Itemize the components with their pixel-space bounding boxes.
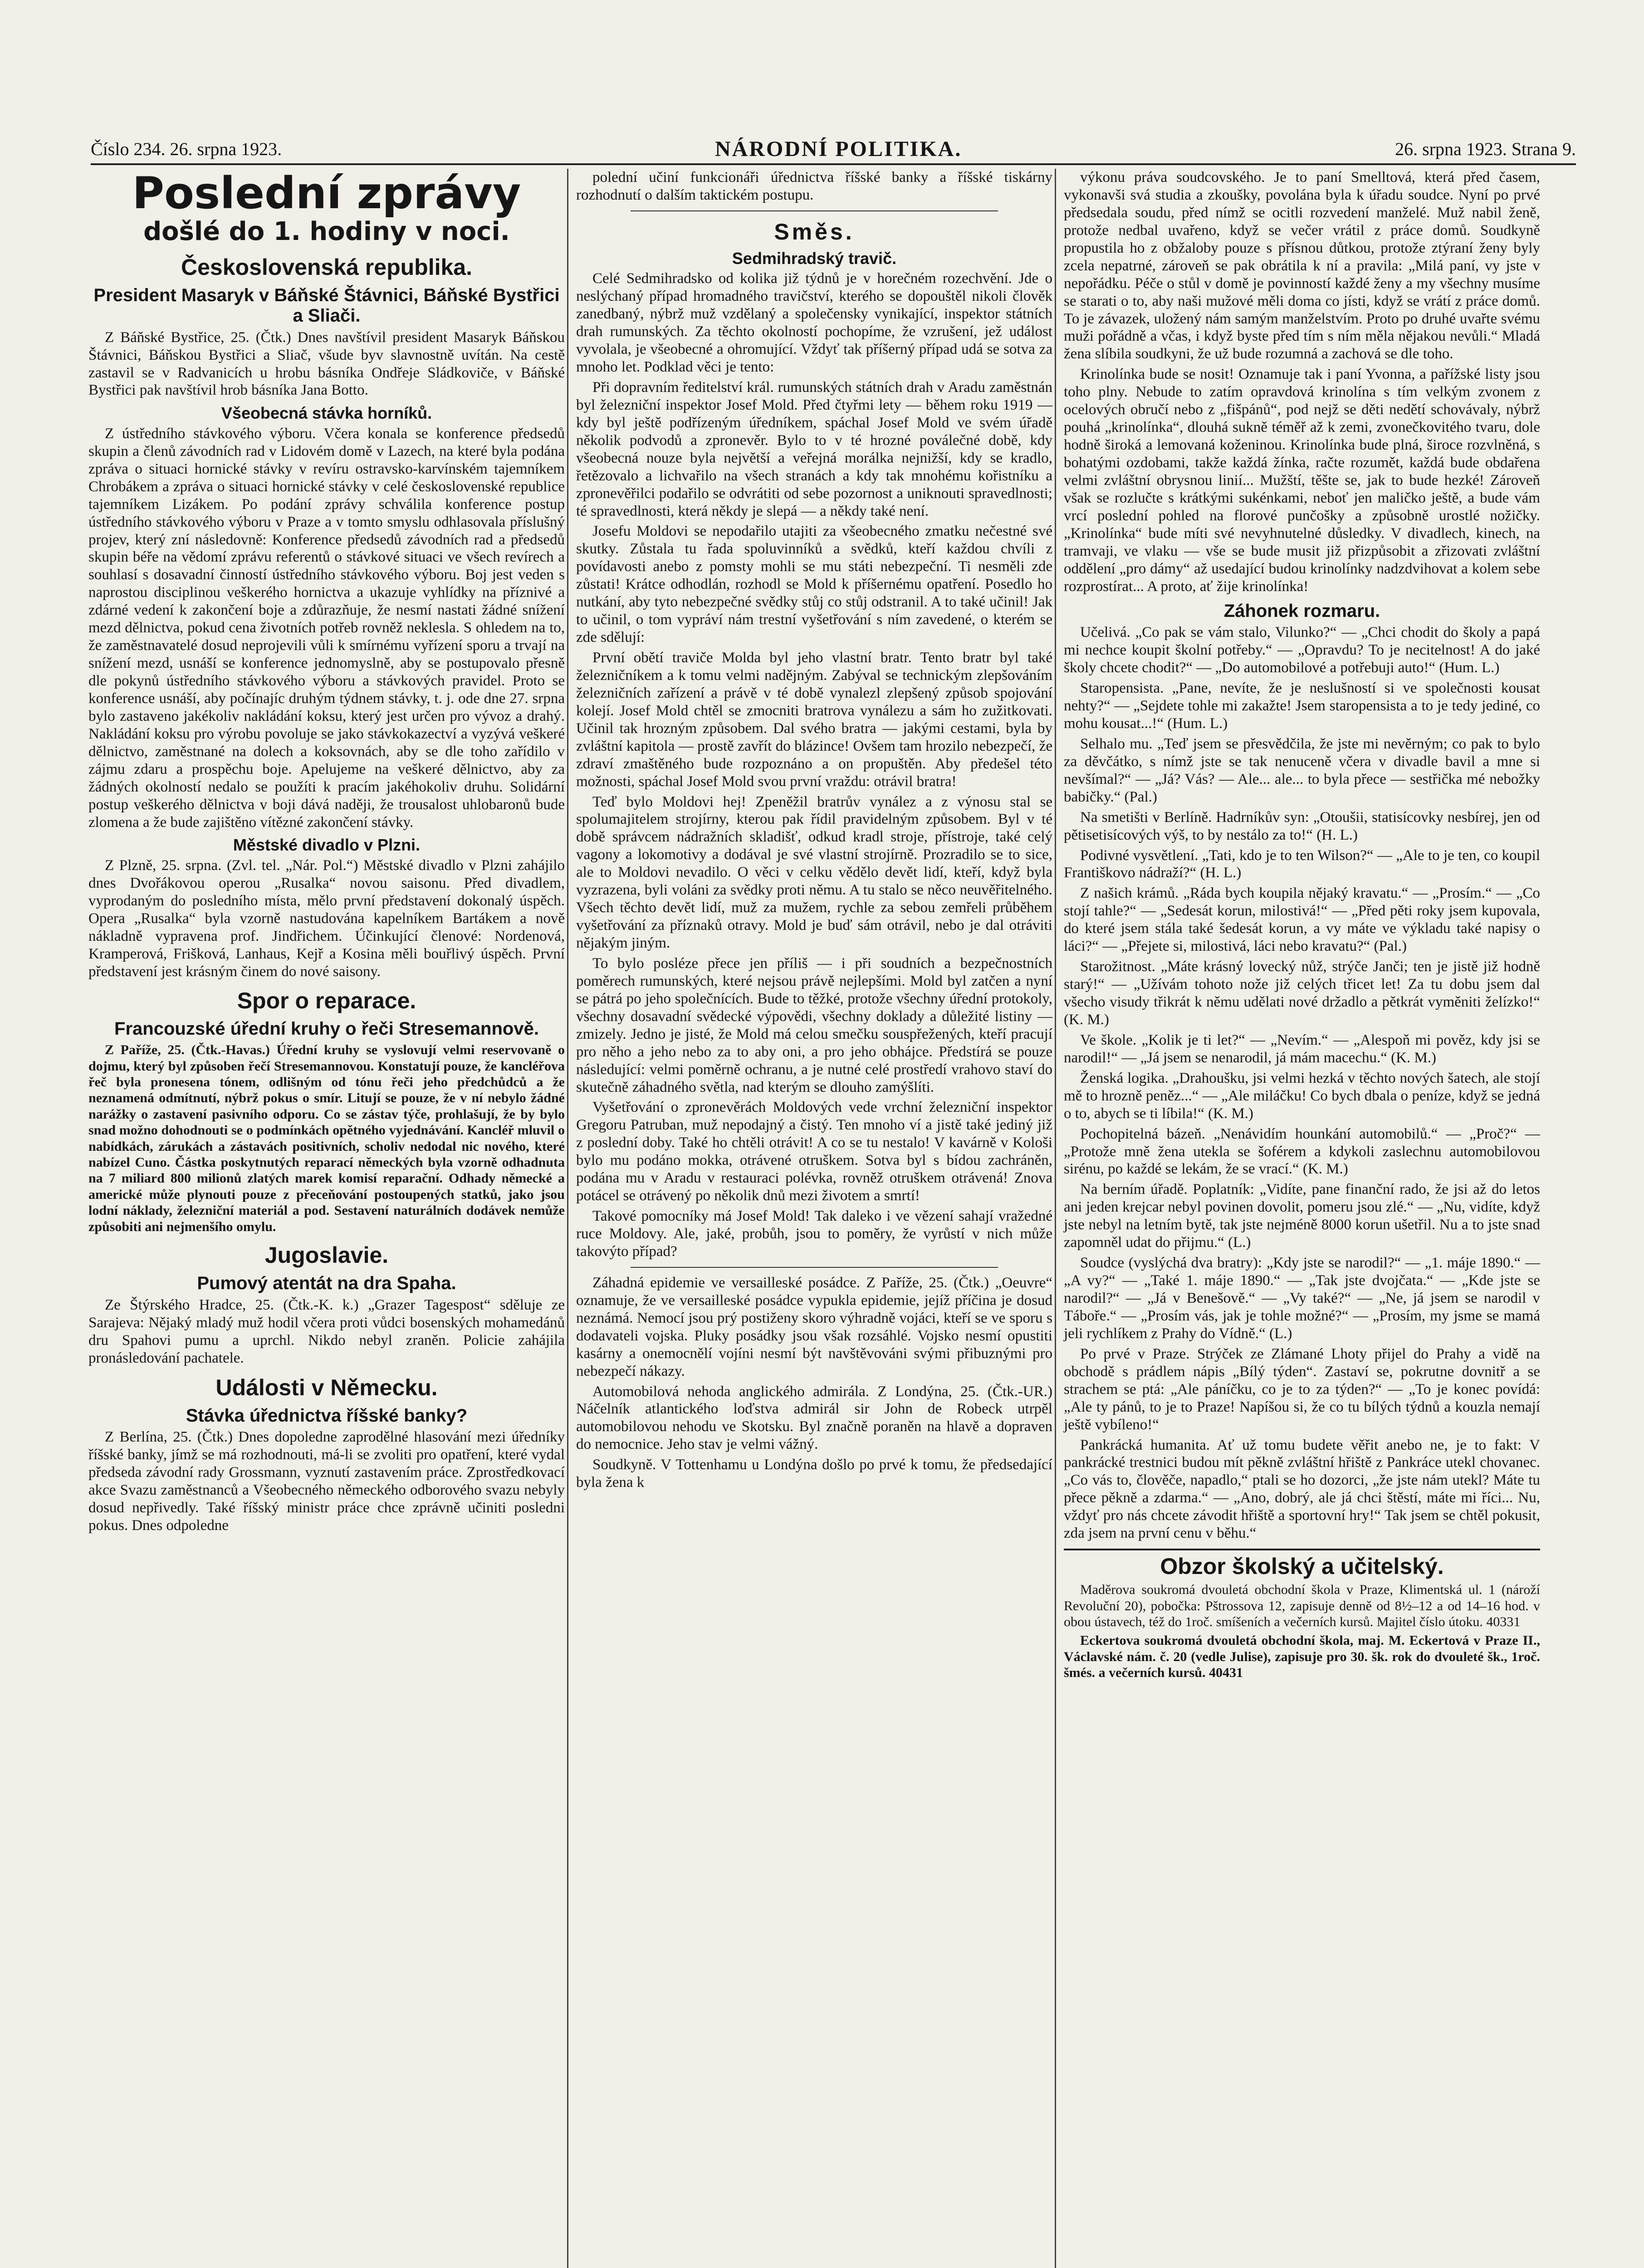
masthead-title: NÁRODNÍ POLITIKA. bbox=[714, 137, 962, 161]
article-text: Josefu Moldovi se nepodařilo utajiti za všeobecného zmatku nečestné své skutky. Zůstala tu řada spoluvinníků a svědků, kteří každou chvíli z povídavosti anebo z pomsty mohli se mu státi nebezpeční. Ti nesměli zde zůstati! Krátce odhodlán, rozhodl se Mold k příšernému opatření. Posedlo ho nutkání, aby tyto nebezpečné svědky stůj co stůj odstranil. A to také učinil! Jak to učinil, o tom vypráví nám trestní vyšetřování s ním zavedené, o kterém se zde sdělují: bbox=[576, 523, 1052, 646]
header-issue: Číslo 234. 26. srpna 1923. bbox=[91, 138, 282, 159]
article-headline: Všeobecná stávka horníků. bbox=[221, 404, 432, 423]
section-heading: Jugoslavie. bbox=[264, 1242, 389, 1268]
joke-item: Ženská logika. „Drahoušku, jsi velmi hezká v těchto nových šatech, ale stojí mě to hrozně peněz...“ — „Ale miláčku! Co bych dbala o peníze, když se jedná o to, abych se ti líbila!“ (K. M.) bbox=[1064, 1070, 1540, 1122]
news-item: Soudkyně. V Tottenhamu u Londýna došlo po prvé k tomu, že předsedající byla žena k bbox=[576, 1457, 1052, 1491]
column-3 bbox=[1064, 169, 1540, 1684]
article-text: Z Paříže, 25. (Čtk.-Havas.) Úřední kruhy se vyslovují velmi reservovaně o dojmu, který byl způsoben řečí Stresemannovou. Konstatují pouze, že kancléřova řeč byla pronesena tónem, odlišným od tónu řeči jeho předchůdců a že neznamená odmítnutí, nýbrž pokus o smír. Litují se pouze, že v ní nebylo žádné narážky o zastavení pasivního odporu. Co se zástav týče, prohlašují, že by bylo snad možno dohodnouti se o podmínkách opětného vyjednávání. Kancléř mluvil o nabídkách, zárukách a zástavách positivních, scholiv nedodal nic nového, které nabízel Cuno. Částka poskytnutých reparací německých byla vzorně odhadnuta na 7 miliard 800 milionů zlatých marek komisí reparační. Odhady německé a americké může plynouti pouze z přeceňování postoupených statků, jako jsou lodní náklady, železniční materiál a pod. Sestavení naturálních dodávek nemůže způsobiti ani nejmenšího omylu. bbox=[88, 1042, 565, 1234]
article-headline: Pumový atentát na dra Spaha. bbox=[197, 1273, 456, 1293]
joke-item: Ve škole. „Kolik je ti let?“ — „Nevím.“ — „Alespoň mi pověz, kdy jsi se narodil!“ — „Já jsem se nenarodil, já mám macechu.“ (K. M.) bbox=[1064, 1031, 1540, 1066]
column-2 bbox=[576, 169, 1052, 1494]
running-header bbox=[91, 134, 1576, 165]
article-text: Celé Sedmihradsko od kolika již týdnů je v horečném rozechvění. Jde o neslýchaný případ hromadného travičství, kterého se dopouštěl nikoli člověk zanedbaný, nýbrž muž vzdělaný a společensky vynikající, inspektor státních drah rumunských. Za těchto okolností pochopíme, že vzrušení, jež událost vyvolala, je všeobecné a ohromující. Vždyť tak příšerný případ udá se sotva za mnoho let. Podklad věci je tento: bbox=[576, 270, 1052, 376]
news-item: Automobilová nehoda anglického admirála. Z Londýna, 25. (Čtk.-UR.) Náčelník atlantického loďstva admirál sir John de Robeck utrpěl automobilovou nehodu ve Skotsku. Byl značně poraněn na hlavě a dopraven do nemocnice. Jeho stav je velmi vážný. bbox=[576, 1383, 1052, 1453]
joke-item: Na smetišti v Berlíně. Hadrníkův syn: „Otoušii, statisícovky nesbírej, jen od pětisetisícových výš, to by nestálo za to!“ (H. L.) bbox=[1064, 809, 1540, 843]
article-headline: Francouzské úřední kruhy o řeči Stresemannově. bbox=[114, 1019, 539, 1039]
article-text: Z Plzně, 25. srpna. (Zvl. tel. „Nár. Pol.“) Městské divadlo v Plzni zahájilo dnes Dvořákovou operou „Rusalka“ novou saisonu. Před divadlem, vyprodaným do posledního místa, mělo první představení dokonalý úspěch. Opera „Rusalka“ byla vzorně nastudována kapelníkem Bartákem a nově nákladně vypravena prof. Jindřichem. Účinkující členové: Nordenová, Kramperová, Frišková, Lanhaus, Kejř a Kosina měli bouřlivý úspěch. První představení jest krásným činem do nové saisony. bbox=[88, 857, 565, 980]
article-headline: Sedmihradský travič. bbox=[732, 249, 897, 268]
article-text: Z ústředního stávkového výboru. Včera konala se konference předsedů skupin a členů závodních rad v Lidovém domě v Lazech, na které byla podána zpráva o situaci hornické stávky v revíru ostravsko-karvínském tajemníkem Chrobákem a zpráva o situaci hornické stávky v celé československé republice tajemníkem Lizákem. Po podání zprávy schválila konference postup ústředního stávkového výboru v Praze a v tomto smyslu odhlasovala příslušný projev, který zní následovně: Konference předsedů závodních rad a předsedů skupin béře na vědomí zprávu referentů o stávkové situaci ve všech revírech a souhlasí s dosavadní činností ústředního stávkového výboru. Boj jest veden s naprostou disciplinou veškerého hornictva a ukazuje vyhlídky na příznivé a zdárné vedení k zakončení boje a zdůrazňuje, že nesmí nastati žádné snížení mezd dělnictva, pokud cena životních potřeb rovněž neklesla. S ohledem na to, že zaměstnavatelé dosud neprojevili vůli k smírnému vyřízení sporu a trvají na snížení mezd, usnáší se konference jednomyslně, aby se postupovalo přesně dle pokynů ústředního stávkového výboru a stávkových pravidel. Proto se konference usnáší, aby počínajíc druhým týdnem stávky, t. j. ode dne 27. srpna bylo zastaveno jakékoliv nakládání koksu, který jest určen pro vývoz a drahý. Nakládání koksu pro výrobu povoluje se jako stávkokazectví a vyzývá veškeré dělnictvo, zaměstnané na dolech a koksovnách, aby se dle toho zařídilo v zájmu zdaru a prospěchu boje. Apelujeme na veškeré dělnictvo, aby za žádných okolností nedalo se použíti k pracím jakéhokoliv druhu. Solidární postup veškerého dělnictva v boji dává naději, že trousalost uhlobaronů bude zlomena a že bude zajištěno vítězné zakončení stávky. bbox=[88, 425, 565, 831]
joke-item: Na berním úřadě. Poplatník: „Vidíte, pane finanční rado, že jsi až do letos ani jeden krejcar nebyl povinen dovolit, pomeru jsou zlé.“ — „Nu, vidíte, když jste nebyl na letním bytě, tak jste nejméně 8000 korun ušetřil. Nu a to jste snad zapomněl udat do přijmu.“ (L.) bbox=[1064, 1181, 1540, 1251]
divider bbox=[631, 210, 998, 211]
section-title: Poslední zprávy bbox=[132, 168, 521, 219]
joke-item: Pankrácká humanita. Ať už tomu budete věřit anebo ne, je to fakt: V pankrácké trestnici budou mít pěkně zvláštní hřiště z Pankráce utekl chovanec. „Co vás to, člověče, napadlo,“ ptali se ho dozorci, „že jste nám utekl? Máte tu přece pěkně a zdarma.“ — „Ano, dobrý, ale já chci štěstí, máte mi říci... Nu, vždyť pro nás chcete závodit hřiště a sportovní hry!“ Tak jsem se chtěl pokusit, zda jsem na první cenu v běhu.“ bbox=[1064, 1437, 1540, 1542]
joke-item: Z našich krámů. „Ráda bych koupila nějaký kravatu.“ — „Prosím.“ — „Co stojí tahle?“ — „Sedesát korun, milostivá!“ — „Před pěti roky jsem kupovala, do které jsem stála také šedesát korun, a vy máte ve výkladu také napisy o láci?“ — „Přejete si, milostivá, láci nebo kravatu?“ (Pal.) bbox=[1064, 885, 1540, 955]
article-text: Krinolínka bude se nosit! Oznamuje tak i paní Yvonna, a pařížské listy jsou toho plny. Nebude to zatím opravdová krinolína s tím velkým zvonem z ocelových obručí nebo z „fišpánů“, pod nejž se děti nedětí schovávaly, nýbrž pouhá „krinolínka“, dlouhá sukně téměř až k zemi, zvonečkovitého tvaru, dole hodně široká a lemovaná koženinou. Krinolínka bude plná, široce rozvlněná, s bohatými ozdobami, takže každá žínka, račte rozumět, každá bude obdařena velmi zvláštní obrysnou linií... Mužští, těšte se, jak to bude hezké! Zároveň však se rozlučte s krátkými sukénkami, neboť jen maličko ještě, a bude vám vrcí poslední pohled na florové punčošky a způsobně urostlé nožičky. „Krinolínka“ bude míti své nevyhnutelné důsledky. V divadlech, kinech, na tramvaji, ve vlaku — vše se bude musit již přizpůsobit a zřizovati zvláštní oddělení „pro dámy“ až usedající budou krinolínky nadzdvihovat a kolem sebe rozprostírat... A proto, ať žije krinolínka! bbox=[1064, 366, 1540, 595]
article-headline: President Masaryk v Báňské Štávnici, Báňské Bystřici a Sliači. bbox=[93, 285, 560, 326]
article-text: Při dopravním ředitelství král. rumunských státních drah v Aradu zaměstnán byl železniční inspektor Josef Mold. Před čtyřmi lety — během roku 1919 — kdy byl ještě podřízeným úředníkem, spáchal Josef Mold ve svém úřadě několik podvodů a zpronevěr. Bylo to v té hrozné poválečné době, kdy všeobecná nouze byla největší a veřejná morálka nejnižší, kdy se kradlo, řetězovalo a lichvařilo na všech stranách a kdy tak mnohému kořistníku a zpronevěřilci podařilo se odvrátiti od sebe pozornost a uniknouti spravedlnosti; té spravedlnosti, která někdy je slepá — a někdy také není. bbox=[576, 379, 1052, 519]
section-subtitle: došlé do 1. hodiny v noci. bbox=[143, 217, 510, 246]
column-divider bbox=[1055, 169, 1056, 2268]
article-headline: Městské divadlo v Plzni. bbox=[233, 836, 421, 855]
joke-item: Selhalo mu. „Teď jsem se přesvědčila, že jste mi nevěrným; co pak to bylo za děvčátko, s nímž jste se tak nenuceně včera v divadle bavil a mne si nevšímal?“ — „Já? Vás? — Ale... ale... to byla přece — sestřička mé nebožky babičky.“ (Pal.) bbox=[1064, 735, 1540, 805]
article-text: To bylo posléze přece jen příliš — i při soudních a bezpečnostních poměrech rumunských, které nejsou právě nejlepšími. Mold byl zatčen a nyní se pátrá po jeho společnících. Bude to těžké, protože všechny úřední protokoly, všechny dosavadní svědecké výpovědi, všechny doklady a důležité listiny — zmizely. Jedno je jisté, že Mold má celou smečku souspřežených, kteří pracují pro něho a jeho nebo za to aby oni, a pro jeho obhájce. Předstírá se pouze následující: velmi poměrně ochranu, a je nutné celé prostředí vrahovo staví do skutečně záhadného světla, nad kterým se dlouho zamýšlíti. bbox=[576, 955, 1052, 1095]
divider bbox=[631, 1267, 998, 1268]
joke-item: Starožitnost. „Máte krásný lovecký nůž, strýče Janči; ten je jistě již hodně starý!“ — „Užívám tohoto nože již celých třicet let! Za tu dobu jsem dal všecho visudy třikrát k němu udělati nové držadlo a pětkrát vyměniti želízko!“ (K. M.) bbox=[1064, 958, 1540, 1028]
advertisement: Maděrova soukromá dvouletá obchodní škola v Praze, Klimentská ul. 1 (nároží Revoluční 20), pobočka: Pštrossova 12, zapisuje denně od 8½–12 a od 14–16 hod. v obou ústavech, též do 1roč. smíšeních a večerních kursů. Majitel číslo útoku. 40331 bbox=[1064, 1582, 1540, 1629]
article-text: polední učiní funkcionáři úřednictva říšské banky a říšské tiskárny rozhodnutí o dalším taktickém postupu. bbox=[576, 169, 1052, 203]
section-heading: Spor o reparace. bbox=[237, 988, 416, 1014]
joke-item: Podivné vysvětlení. „Tati, kdo je to ten Wilson?“ — „Ale to je ten, co koupil Františkovo nádraží?“ (H. L.) bbox=[1064, 847, 1540, 881]
joke-item: Po prvé v Praze. Strýček ze Zlámané Lhoty přijel do Prahy a vidě na obchodě s prádlem nápis „Bílý týden“. Zastaví se, pokrutne dovnitř a se strachem se ptá: „Ale páníčku, co je to za týden?“ — „To je konec povídá: „Ale ty pánů, to je to Praze! Napíšou si, že co tu bílých týdnů a kouzla nemají ještě vybíleno!“ bbox=[1064, 1345, 1540, 1433]
column-divider bbox=[567, 169, 568, 2268]
advertisement: Eckertova soukromá dvouletá obchodní škola, maj. M. Eckertová v Praze II., Václavské nám. č. 20 (vedle Julise), zapisuje pro 30. šk. rok do dvouleté šk., 1roč. šmés. a večerních kursů. 40431 bbox=[1064, 1633, 1540, 1681]
section-heading: Směs. bbox=[774, 219, 855, 244]
article-text: Z Berlína, 25. (Čtk.) Dnes dopoledne zaprodělné hlasování mezi úředníky říšské banky, jímž se má rozhodnouti, má-li se zvoliti pro opatření, které vydal předseda závodní rady Grossmann, vyznutí zastavením práce. Zprostředkovací akce Svazu zaměstnanců a Všeobecného německého odborového svazu nebyly dosud nepřivedly. Také říšský ministr práce chce zprávně učiniti posledni pokus. Dnes odpoledne bbox=[88, 1429, 565, 1534]
article-headline: Stávka úřednictva říšské banky? bbox=[186, 1405, 468, 1426]
joke-item: Soudce (vyslýchá dva bratry): „Kdy jste se narodil?“ — „1. máje 1890.“ — „A vy?“ — „Také 1. máje 1890.“ — „Tak jste dvojčata.“ — „Kde jste se narodil?“ — „Já v Benešově.“ — „Vy také?“ — „Ne, já jsem se narodil v Táboře.“ — „Prosím vás, jak je tohle možné?“ — „Prosím, my jsme se mamá jeli rychlíkem z Prahy do Vídně.“ (L.) bbox=[1064, 1255, 1540, 1342]
article-headline: Záhonek rozmaru. bbox=[1223, 601, 1380, 621]
article-text: Ze Štýrského Hradce, 25. (Čtk.-K. k.) „Grazer Tagespost“ sděluje ze Sarajeva: Nějaký mladý muž hodil včera proti vůdci bosenských mohamedánů dru Spahovi pumu a uprchl. Nikdo nebyl zraněn. Policie zahájila pronásledování pachatele. bbox=[88, 1296, 565, 1366]
section-heading: Události v Německu. bbox=[215, 1374, 438, 1400]
article-text: Takové pomocníky má Josef Mold! Tak daleko i ve vězení sahají vražedné ruce Moldovy. Ale, jaké, probůh, jsou to poměry, že vyrůstí v nich může takovýto případ? bbox=[576, 1208, 1052, 1260]
article-text: Vyšetřování o zpronevěrách Moldových vede vrchní železniční inspektor Gregoru Patruban, muž nepodajný a čistý. Ten mnoho ví a jistě také jediný již z poslední doby. Také ho chtěli otrávit! A co se tu nestalo! V kavárně v Kološi bylo mu podáno mokka, otrávené otruškem. Sotva byl s bídou zachráněn, podána mu v Aradu v restauraci polévka, rovněž otruškem otrávená! Znova potácel se otrávený po několik dnů mezi životem a smrtí! bbox=[576, 1099, 1052, 1204]
news-item: Záhadná epidemie ve versailleské posádce. Z Paříže, 25. (Čtk.) „Oeuvre“ oznamuje, že ve versailleské posádce vypukla epidemie, jejíž příčina je dosud neznámá. Nemocí jsou prý postiženy skoro výhradně vojáci, kteří se ve sporu s dodavateli vojska. Pluky posádky jsou však rozsáhlé. Vojsko nesmí opustiti kasárny a onemocnělí vojíni nesmí být navštěvováni svými přibuznými pro nebezpečí nákazy. bbox=[576, 1274, 1052, 1379]
article-text: Teď bylo Moldovi hej! Zpeněžil bratrův vynález a z výnosu stal se spolumajitelem strojírny, kterou pak řídil pravidelným způsobem. Byl v té době správcem nádražních skladišť, odkud kradl stroje, přístroje, také celý vagony a lokomotivy a dodával je své vlastní strojírně. Prozradilo se to sice, ale to Moldovi nevadilo. O věci v celku vědělo devět lidí, kteří, když byla vyzrazena, byli voláni za svědky proti němu. A tu stalo se něco neuvěřitelného. Všech těchto devět lidí, muž za mužem, rychle za sebou zemřeli průběhem vyšetřování za příznaků otravy. Mold je buď sám otrávil, nebo je dal otráviti nějakým jiným. bbox=[576, 793, 1052, 952]
article-text: První obětí traviče Molda byl jeho vlastní bratr. Tento bratr byl také železničníkem a k tomu velmi nadějným. Zabýval se technickým zlepšováním železničních zařízení a právě v té době vynalezl zlepšený způsob spojování kolejí. Josef Mold chtěl se zmocniti bratrova vynálezu a sám ho zužitkovati. Učinil tak hrozným způsobem. Dal svého bratra — jakými cestami, byla by zvláštní kapitola — prostě zavřít do blázince! Ovšem tam hrozilo nebezpečí, že zdraví zmaštěného bude rozpoznáno a on propuštěn. Aby předešel této možnosti, spáchal Josef Mold svou první vraždu: otrávil bratra! bbox=[576, 650, 1052, 790]
joke-item: Staropensista. „Pane, nevíte, že je neslušností si ve společnosti kousat nehty?“ — „Sejdete tohle mi zakažte! Jsem staropensista a to je tedy jediné, co mohu kousat...!“ (Hum. L.) bbox=[1064, 680, 1540, 732]
section-heading: Československá republika. bbox=[181, 254, 472, 280]
header-page: 26. srpna 1923. Strana 9. bbox=[1395, 138, 1576, 159]
section-heading: Obzor školský a učitelský. bbox=[1064, 1549, 1540, 1579]
joke-item: Pochopitelná bázeň. „Nenávidím hounkání automobilů.“ — „Proč?“ — „Protože mně žena utekla se šoférem a kdykoli zaslechnu automobilovou sirénu, po každé se lekám, že se vrací.“ (K. M.) bbox=[1064, 1125, 1540, 1178]
article-text: výkonu práva soudcovského. Je to paní Smelltová, která před časem, vykonavši svá studia a zkoušky, povolána byla k úřadu soudce. Nyní po prvé předsedala soudu, před nímž se ocitli rozvedení manželé. Muž nabil ženě, protože nedbal uvařeno, když se večer vrátil z práce domů. Soudkyně propustila ho z obžaloby pouze s přísnou důtkou, protože ztýraní ženy byly zcela nepatrné, zároveň se pak obrátila k ní a pravila: „Milá paní, vy jste v nepořádku. Péče o stůl v domě je povinností každé ženy a my všechny musíme se starati o to, aby naši mužové měli doma co jísti, když se vrátí z práce domů. To je závazek, uložený nám samým manželstvím. Proto po druhé uvařte svému muži pořádně a včas, i když byste před tím s ním měla nějakou nevůli.“ Mladá žena slíbila soudkyni, že už bude rozumná a zachová se dle toho. bbox=[1064, 169, 1540, 362]
column-1 bbox=[88, 169, 565, 1537]
joke-item: Učelivá. „Co pak se vám stalo, Vilunko?“ — „Chci chodit do školy a papá mi nechce koupit školní potřeby.“ — „Opravdu? To je necitelnost! A do jaké školy chcete chodit?“ — „Do automobilové a potřebuji auto!“ (Hum. L.) bbox=[1064, 624, 1540, 676]
article-text: Z Báňské Bystřice, 25. (Čtk.) Dnes navštívil president Masaryk Báňskou Štávnici, Báňskou Bystřici a Sliač, všude byv slavnostně uvítán. Na cestě zastavil se v Radvanicích u hrobu básníka Ondřeje Sládkoviče, v Báňské Bystřici pak navštívil hrob básníka Jana Botto. bbox=[88, 329, 565, 399]
